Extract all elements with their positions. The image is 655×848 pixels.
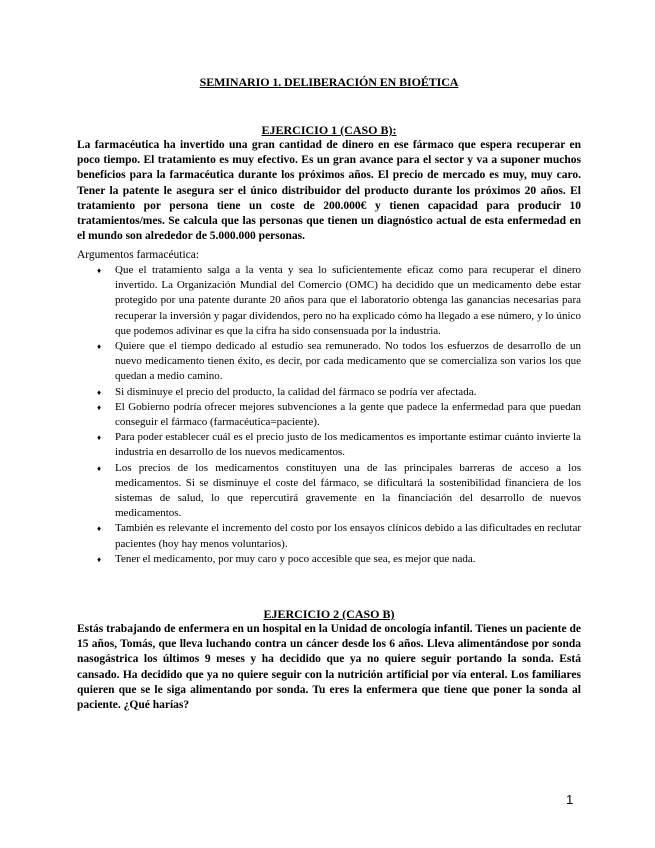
diamond-bullet-icon: ♦ <box>97 402 102 412</box>
list-item <box>77 430 581 460</box>
argument-text: Que el tratamiento salga a la venta y sea lo suficientemente eficaz como para recuperar el dinero invertido. La Organización Mundial del Comercio (OMC) ha decidido que un medicamento debe estar protegido por una patente durante 20 años para que el laboratorio obtenga las ganancias necesarias para recuperar la inversión y pagar dividendos, pero no ha explicado cómo ha llegado a ese número, y lo único que podemos adivinar es que la cifra ha sido consensuada por la industria. <box>115 264 581 337</box>
diamond-bullet-icon: ♦ <box>97 266 102 275</box>
list-item <box>77 263 581 339</box>
diamond-bullet-icon: ♦ <box>97 433 102 443</box>
diamond-bullet-icon: ♦ <box>97 342 102 352</box>
diamond-bullet-icon: ♦ <box>97 387 102 397</box>
exercise-1-paragraph: La farmacéutica ha invertido una gran cantidad de dinero en ese fármaco que espera recuperar en poco tiempo. El tratamiento es muy efectivo. Es un gran avance para el sector y va a suponer muchos beneficios para la farmacéutica durante los próximos años. El precio de mercado es muy, muy caro. Tener la patente le asegura ser el único distribuidor del producto durante los próximos 20 años. El tratamiento por persona tiene un coste de 200.000€ y tienen capacidad para producir 10 tratamientos/mes. Se calcula que las personas que tienen un diagnóstico actual de esta enfermedad en el mundo son alrededor de 5.000.000 personas. <box>77 139 581 243</box>
arguments-label: Argumentos farmacéutica: <box>77 249 200 261</box>
page-number: 1 <box>566 792 574 807</box>
list-item <box>77 521 581 551</box>
argument-text: Tener el medicamento, por muy caro y poco accesible que sea, es mejor que nada. <box>115 552 476 565</box>
diamond-bullet-icon: ♦ <box>97 554 102 564</box>
argument-text: El Gobierno podría ofrecer mejores subvenciones a la gente que padece la enfermedad para que puedan conseguir el fármaco (farmacéutica=paciente). <box>115 400 581 429</box>
exercise-1-heading: EJERCICIO 1 (CASO B): <box>261 123 397 137</box>
argument-text: Para poder establecer cuál es el precio justo de los medicamentos es importante estimar cuánto invierte la industria en desarrollo de los nuevos medicamentos. <box>115 431 581 459</box>
argument-text: Los precios de los medicamentos constituyen una de las principales barreras de acceso a los medicamentos. Si se disminuye el coste del fármaco, se dificultará la sostenibilidad financiera de los sistemas de salud, lo que repercutirá gravemente en la financiación del desarrollo de nuevos medicamentos. <box>115 461 581 520</box>
exercise-2-heading: EJERCICIO 2 (CASO B) <box>263 607 395 621</box>
argument-text: Si disminuye el precio del producto, la calidad del fármaco se podría ver afectada. <box>115 385 477 398</box>
list-item <box>77 552 581 567</box>
diamond-bullet-icon: ♦ <box>97 524 102 534</box>
list-item <box>77 339 581 385</box>
argument-text: También es relevante el incremento del costo por los ensayos clínicos debido a las dificultades en reclutar pacientes (hoy hay menos voluntarios). <box>115 522 581 550</box>
list-item <box>77 400 581 430</box>
document-title: SEMINARIO 1. DELIBERACIÓN EN BIOÉTICA <box>199 75 459 89</box>
exercise-2-paragraph: Estás trabajando de enfermera en un hospital en la Unidad de oncología infantil. Tienes un paciente de 15 años, Tomás, que lleva luchando contra un cáncer desde los 6 años. Lleva alimentándose por sonda nasogástrica los últimos 9 meses y ha decidido que ya no quiere seguir portando la sonda. Está cansado. Ha decidido que ya no quiere seguir con la nutrición artificial por vía enteral. Los familiares quieren que se le siga alimentando por sonda. Tu eres la enfermera que tiene que poner la sonda al paciente. ¿Qué harías? <box>77 623 581 712</box>
diamond-bullet-icon: ♦ <box>97 463 102 473</box>
argument-text: Quiere que el tiempo dedicado al estudio sea remunerado. No todos los esfuerzos de desarrollo de un nuevo medicamento tienen éxito, es decir, por cada medicamento que se comercializa son varios los que quedan a medio camino. <box>115 340 581 383</box>
arguments-list <box>77 263 581 567</box>
list-item <box>77 461 581 522</box>
list-item <box>77 385 581 400</box>
